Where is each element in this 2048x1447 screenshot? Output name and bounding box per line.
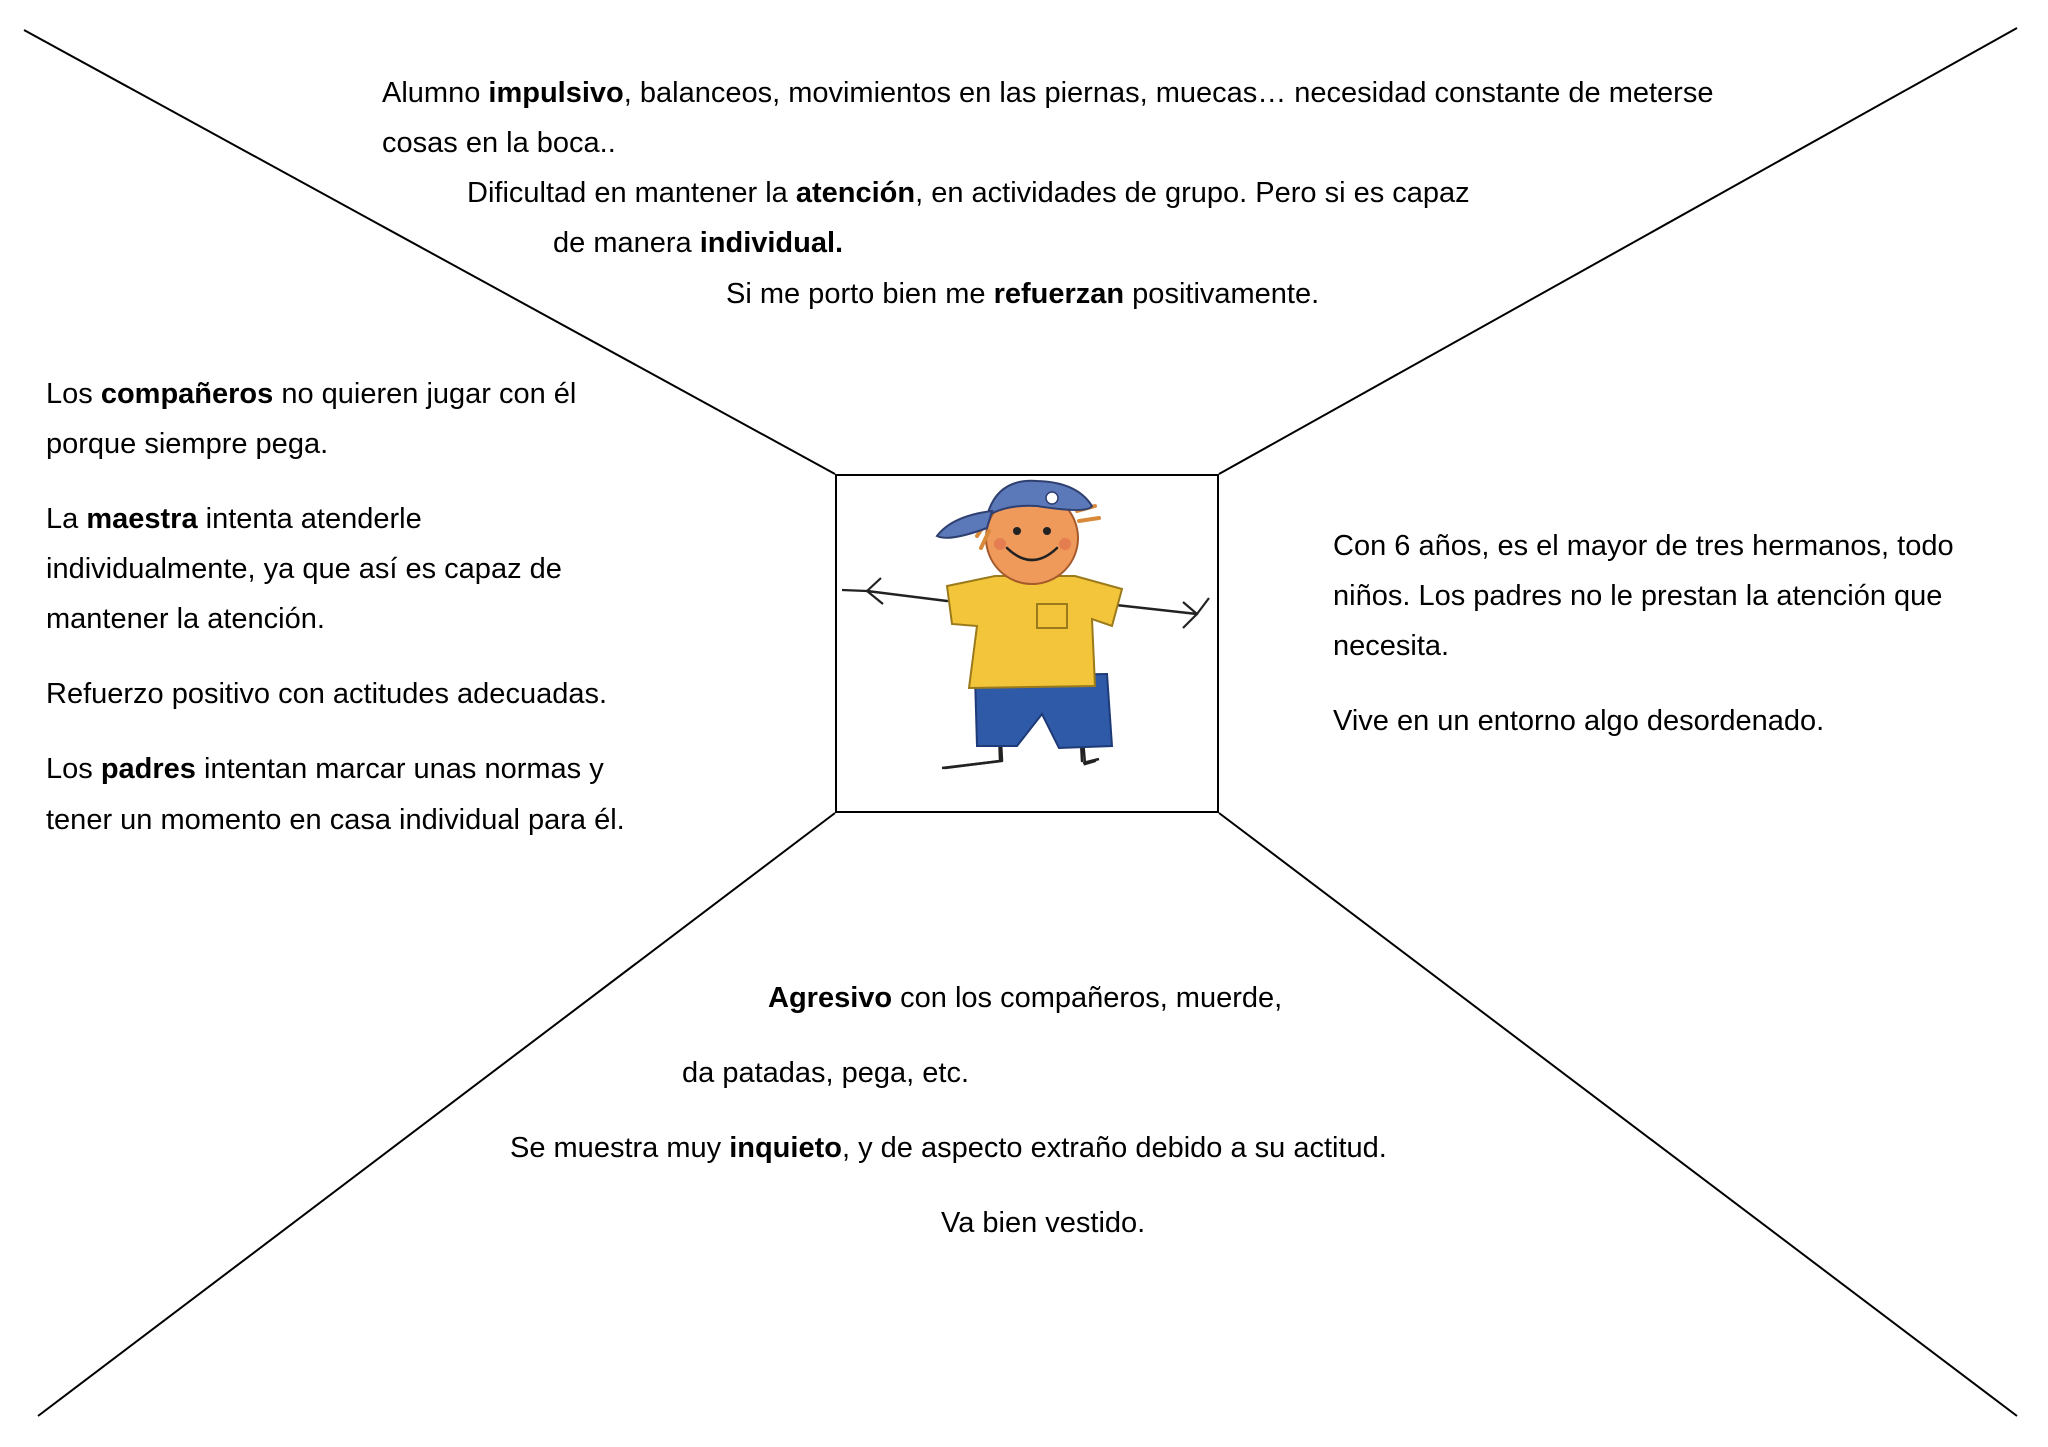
shirt [947,576,1122,688]
top-text-line-2: cosas en la boca.. [382,127,616,159]
cap-visor [937,511,992,538]
left-text-line-6: Refuerzo positivo con actitudes adecuadas. [46,678,608,710]
right-text-line-4: Vive en un entorno algo desordenado. [1333,705,1825,737]
left-text-line-4: individualmente, ya que así es capaz de [46,553,562,585]
top-text-line-1: Alumno impulsivo, balanceos, movimientos en las piernas, muecas… necesidad constante de meterse [382,77,1714,109]
top-text-line-3: Dificultad en mantener la atención, en actividades de grupo. Pero si es capaz [467,177,1470,209]
right-text-line-2: niños. Los padres no le prestan la atención que [1333,580,1943,612]
child-drawing-frame [835,474,1219,813]
left-text-line-1: Los compañeros no quieren jugar con él [46,378,577,410]
left-text-line-8: tener un momento en casa individual para él. [46,804,625,836]
bottom-text-line-4: Va bien vestido. [941,1207,1146,1239]
left-eye [1013,527,1021,535]
right-eye [1043,527,1051,535]
left-text-line-2: porque siempre pega. [46,428,329,460]
right-text-line-3: necesita. [1333,630,1450,662]
line-bottom-right [1219,813,2017,1416]
top-text-line-4: de manera individual. [553,227,844,259]
right-text-line-1: Con 6 años, es el mayor de tres hermanos, todo [1333,530,1954,562]
left-text-line-7: Los padres intentan marcar unas normas y [46,753,604,785]
bottom-text-line-3: Se muestra muy inquieto, y de aspecto extraño debido a su actitud. [510,1132,1387,1164]
child-drawing [837,476,1217,811]
left-text-line-5: mantener la atención. [46,603,325,635]
bottom-text-line-1: Agresivo con los compañeros, muerde, [768,982,1283,1014]
line-bottom-left [38,813,835,1416]
left-text-line-3: La maestra intenta atenderle [46,503,422,535]
top-text-line-5: Si me porto bien me refuerzan positivamente. [726,278,1320,310]
bottom-text-line-2: da patadas, pega, etc. [682,1057,969,1089]
